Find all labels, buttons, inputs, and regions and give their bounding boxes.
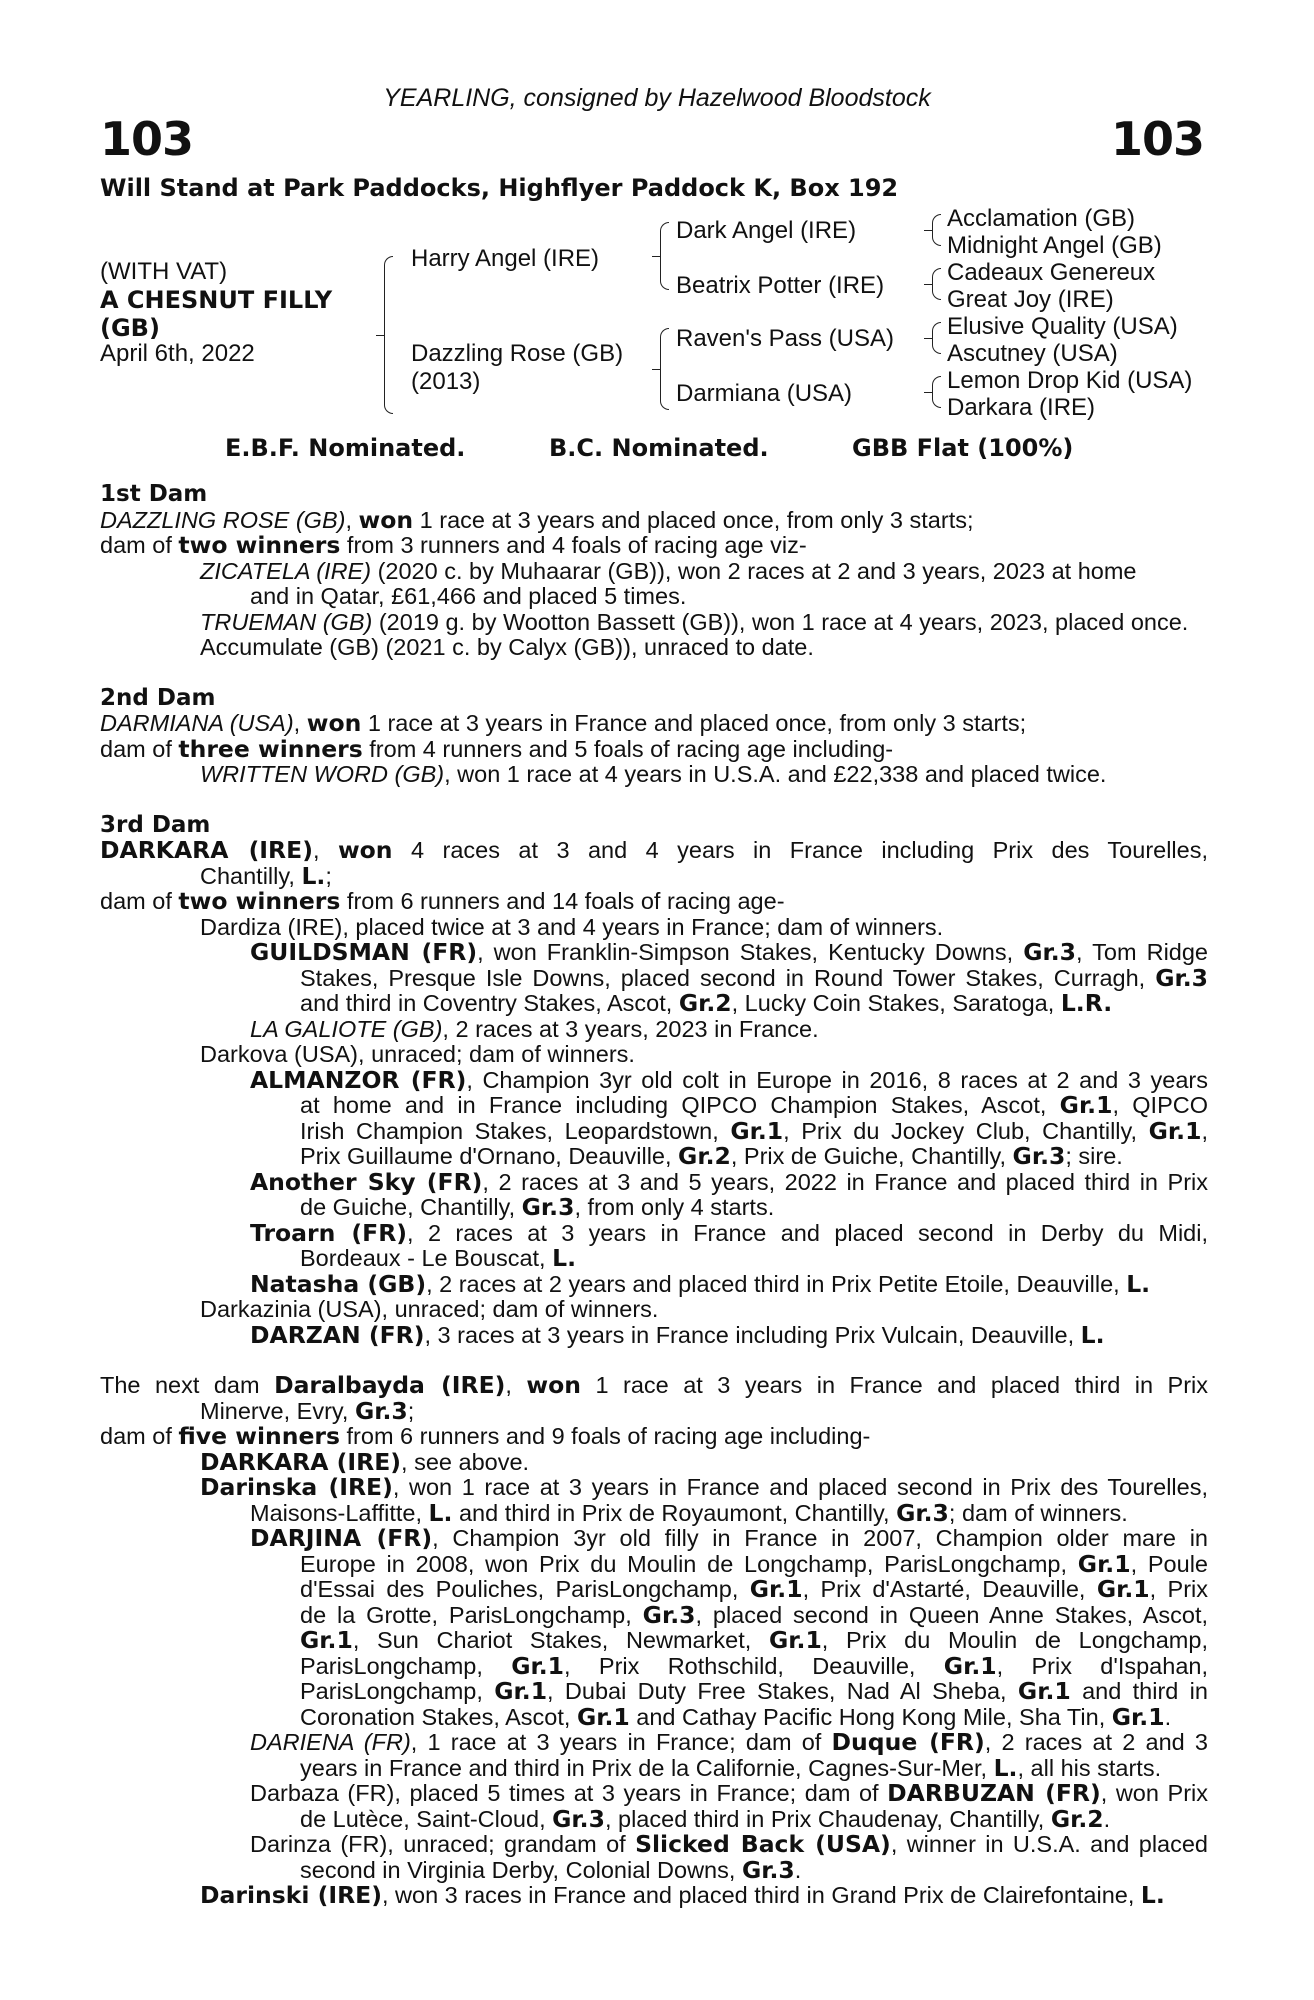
produce-record (100, 482, 1208, 1909)
dam-line: de Lutèce, Saint-Cloud, Gr.3, placed third in Prix Chaudenay, Chantilly, Gr.2. (300, 1806, 1111, 1832)
dam-sire: Raven's Pass (USA) (676, 325, 894, 352)
dam-line: TRUEMAN (GB) (2019 g. by Wootton Bassett (GB)), won 1 race at 4 years, 2023, placed once. (200, 609, 1189, 635)
dam-line: Chantilly, L.; (200, 863, 332, 889)
dam-line: Minerve, Evry, Gr.3; (200, 1398, 415, 1424)
dam-line: Coronation Stakes, Ascot, Gr.1 and Cathay Pacific Hong Kong Mile, Sha Tin, Gr.1. (300, 1704, 1172, 1730)
dam-line: ALMANZOR (FR), Champion 3yr old colt in Europe in 2016, 8 races at 2 and 3 years (250, 1067, 1208, 1093)
stand-info: Will Stand at Park Paddocks, Highflyer Paddock K, Box 192 (100, 174, 899, 202)
dam-line: dam of three winners from 4 runners and 5 foals of racing age including- (100, 736, 894, 762)
dam-line: Prix Guillaume d'Ornano, Deauville, Gr.2, Prix de Guiche, Chantilly, Gr.3; sire. (300, 1144, 1123, 1170)
gen3-4: Great Joy (IRE) (947, 286, 1114, 313)
sire: Harry Angel (IRE) (411, 245, 600, 272)
dam-year: (2013) (411, 368, 481, 395)
dam-line: second in Virginia Derby, Colonial Downs, Gr.3. (300, 1857, 802, 1883)
dam: Dazzling Rose (GB) (411, 340, 624, 367)
dam-line: ZICATELA (IRE) (2020 c. by Muhaarar (GB)), won 2 races at 2 and 3 years, 2023 at home (200, 558, 1137, 584)
section-heading-3rd-dam: 3rd Dam (100, 812, 211, 838)
subject-vat: (WITH VAT) (100, 258, 228, 285)
gen3-1: Acclamation (GB) (947, 205, 1136, 232)
gen3-2: Midnight Angel (GB) (947, 232, 1162, 259)
nomination-ebf: E.B.F. Nominated. (225, 434, 466, 462)
dam-line: dam of two winners from 6 runners and 14 foals of racing age- (100, 889, 785, 915)
brace-gen2-dam (660, 328, 669, 410)
brace-gen2-sire (660, 222, 669, 290)
dam-line: Darbaza (FR), placed 5 times at 3 years in France; dam of DARBUZAN (FR), won Prix (250, 1781, 1208, 1807)
dam-line: Darinski (IRE), won 3 races in France and placed third in Grand Prix de Clairefontaine, L. (200, 1883, 1165, 1909)
dam-line: Darkazinia (USA), unraced; dam of winners. (200, 1297, 659, 1322)
dam-line: Europe in 2008, won Prix du Moulin de Longchamp, ParisLongchamp, Gr.1, Poule (300, 1551, 1208, 1577)
dam-line: d'Essai des Pouliches, ParisLongchamp, Gr.1, Prix d'Astarté, Deauville, Gr.1, Prix (300, 1577, 1208, 1603)
dam-line: Natasha (GB), 2 races at 2 years and placed third in Prix Petite Etoile, Deauville, L. (250, 1271, 1151, 1297)
dam-line: dam of five winners from 6 runners and 9 foals of racing age including- (100, 1424, 871, 1450)
subject-name-country: (GB) (100, 314, 160, 342)
dam-line: Darkova (USA), unraced; dam of winners. (200, 1042, 635, 1067)
dam-line: Bordeaux - Le Bouscat, L. (300, 1246, 577, 1272)
sire-dam: Beatrix Potter (IRE) (676, 272, 885, 299)
dam-line: DARIENA (FR), 1 race at 3 years in France; dam of Duque (FR), 2 races at 2 and 3 (250, 1730, 1208, 1756)
section-heading-1st-dam: 1st Dam (100, 482, 208, 507)
dam-line: DARKARA (IRE), see above. (200, 1449, 530, 1475)
gen3-3: Cadeaux Genereux (947, 259, 1156, 286)
brace-gen3-3 (932, 322, 941, 354)
dam-line: WRITTEN WORD (GB), won 1 race at 4 years in U.S.A. and £22,338 and placed twice. (200, 762, 1107, 787)
dam-line: and third in Coventry Stakes, Ascot, Gr.2, Lucky Coin Stakes, Saratoga, L.R. (300, 991, 1113, 1017)
nomination-gbb: GBB Flat (100%) (852, 434, 1074, 462)
dam-line: GUILDSMAN (FR), won Franklin-Simpson Stakes, Kentucky Downs, Gr.3, Tom Ridge (250, 940, 1208, 966)
dam-line: years in France and third in Prix de la Californie, Cagnes-Sur-Mer, L., all his starts. (300, 1755, 1162, 1781)
gen3-5: Elusive Quality (USA) (947, 313, 1178, 340)
dam-line: LA GALIOTE (GB), 2 races at 3 years, 2023 in France. (250, 1016, 819, 1042)
dam-line: ParisLongchamp, Gr.1, Prix Rothschild, Deauville, Gr.1, Prix d'Ispahan, (300, 1653, 1208, 1679)
brace-gen3-1 (932, 214, 941, 246)
dam-line: Gr.1, Sun Chariot Stakes, Newmarket, Gr.1, Prix du Moulin de Longchamp, (300, 1628, 1208, 1654)
dam-line: Maisons-Laffitte, L. and third in Prix de Royaumont, Chantilly, Gr.3; dam of winners. (250, 1500, 1128, 1526)
dam-line: The next dam Daralbayda (IRE), won 1 race at 3 years in France and placed third in Prix (100, 1373, 1208, 1399)
dam-line: de Guiche, Chantilly, Gr.3, from only 4 starts. (300, 1195, 775, 1221)
dam-line: Stakes, Presque Isle Downs, placed second in Round Tower Stakes, Curragh, Gr.3 (300, 965, 1208, 991)
dam-line: Accumulate (GB) (2021 c. by Calyx (GB)), unraced to date. (200, 635, 814, 660)
dam-line: DARJINA (FR), Champion 3yr old filly in France in 2007, Champion older mare in (250, 1526, 1208, 1552)
gen3-8: Darkara (IRE) (947, 394, 1096, 421)
dam-line: DARMIANA (USA), won 1 race at 3 years in France and placed once, from only 3 starts; (100, 711, 1027, 737)
consignment-line: YEARLING, consigned by Hazelwood Bloodstock (383, 84, 931, 112)
dam-line: DARKARA (IRE), won 4 races at 3 and 4 years in France including Prix des Tourelles, (100, 838, 1208, 864)
dam-line: and in Qatar, £61,466 and placed 5 times. (250, 584, 687, 609)
dam-line: Darinza (FR), unraced; grandam of Slicked Back (USA), winner in U.S.A. and placed (250, 1832, 1208, 1858)
dam-line: Irish Champion Stakes, Leopardstown, Gr.1, Prix du Jockey Club, Chantilly, Gr.1, (300, 1118, 1208, 1144)
dam-line: DARZAN (FR), 3 races at 3 years in France including Prix Vulcain, Deauville, L. (250, 1322, 1105, 1348)
dam-line: Dardiza (IRE), placed twice at 3 and 4 years in France; dam of winners. (200, 914, 944, 940)
dam-dam: Darmiana (USA) (676, 380, 853, 407)
sire-sire: Dark Angel (IRE) (676, 217, 857, 244)
dam-line: Another Sky (FR), 2 races at 3 and 5 years, 2022 in France and placed third in Prix (250, 1169, 1208, 1195)
dam-line: DAZZLING ROSE (GB), won 1 race at 3 years and placed once, from only 3 starts; (100, 507, 974, 533)
dam-line: Troarn (FR), 2 races at 3 years in France and placed second in Derby du Midi, (250, 1220, 1208, 1246)
dam-line: dam of two winners from 3 runners and 4 foals of racing age viz- (100, 533, 807, 559)
subject-foaled: April 6th, 2022 (100, 340, 255, 367)
lot-number-left: 103 (100, 112, 194, 166)
gen3-6: Ascutney (USA) (947, 340, 1118, 367)
brace-gen1 (384, 256, 393, 414)
gen3-7: Lemon Drop Kid (USA) (947, 367, 1193, 394)
section-heading-2nd-dam: 2nd Dam (100, 685, 216, 711)
dam-line: Darinska (IRE), won 1 race at 3 years in France and placed second in Prix des Tourelles, (200, 1475, 1208, 1501)
subject-name: A CHESNUT FILLY (100, 286, 333, 314)
dam-line: de la Grotte, ParisLongchamp, Gr.3, placed second in Queen Anne Stakes, Ascot, (300, 1602, 1208, 1628)
lot-number-right: 103 (1110, 112, 1204, 166)
brace-gen3-2 (932, 268, 941, 300)
nomination-bc: B.C. Nominated. (549, 434, 769, 462)
brace-gen3-4 (932, 376, 941, 408)
dam-line: ParisLongchamp, Gr.1, Dubai Duty Free Stakes, Nad Al Sheba, Gr.1 and third in (300, 1679, 1208, 1705)
dam-line: at home and in France including QIPCO Champion Stakes, Ascot, Gr.1, QIPCO (300, 1093, 1208, 1119)
